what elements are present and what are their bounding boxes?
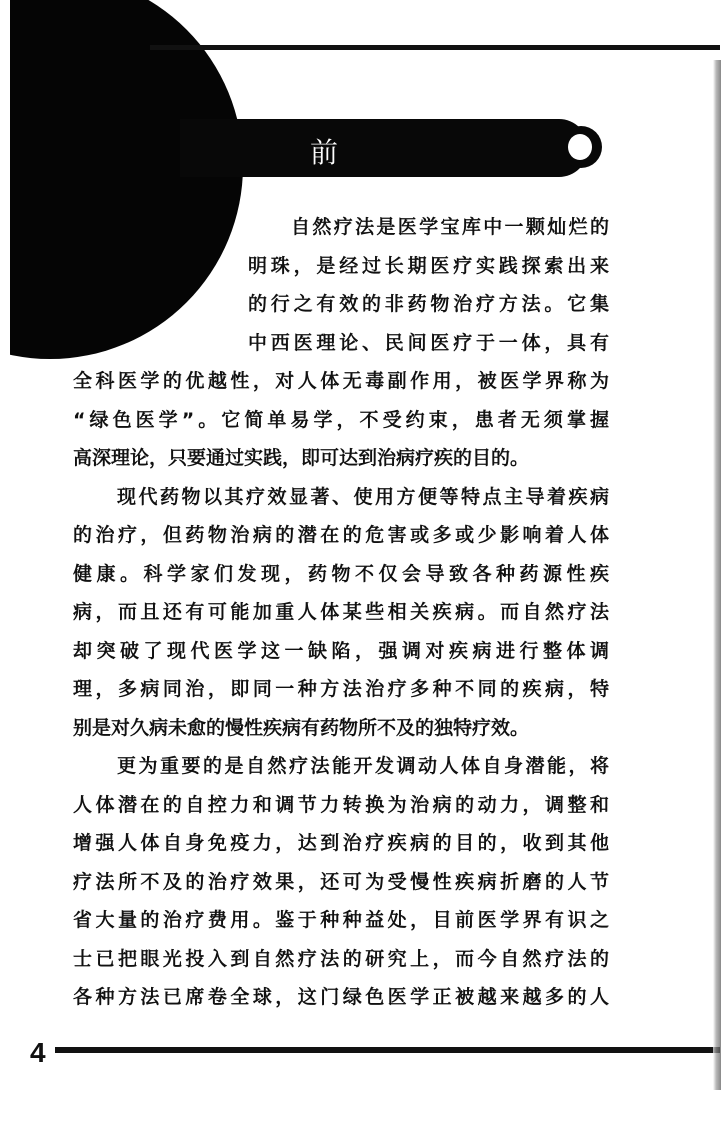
text-line: 更为重要的是自然疗法能开发调动人体自身潜能，将: [117, 755, 609, 777]
text-line: 人体潜在的自控力和调节力转换为治病的动力，调整和: [73, 793, 609, 816]
text-line: 现代药物以其疗效显著、使用方便等特点主导着疾病: [117, 485, 609, 508]
text-line: 士已把眼光投入到自然疗法的研究上，而今自然疗法的: [73, 947, 609, 970]
text-line: 高深理论，只要通过实践，即可达到治病疗疾的目的。: [73, 447, 530, 469]
text-line: 理，多病同治，即同一种方法治疗多种不同的疾病，特: [73, 678, 609, 700]
top-rule: [150, 45, 720, 50]
text-line: 增强人体自身免疫力，达到治疗疾病的目的，收到其他: [73, 832, 609, 854]
bottom-rule: [55, 1047, 720, 1053]
text-line: 的治疗，但药物治病的潜在的危害或多或少影响着人体: [73, 524, 609, 546]
text-line: 健康。科学家们发现，药物不仅会导致各种药源性疾: [73, 562, 609, 585]
text-line: 全科医学的优越性，对人体无毒副作用，被医学界称为: [73, 370, 609, 392]
text-line: 自然疗法是医学宝库中一颗灿烂的: [291, 216, 609, 238]
page-number: 4: [30, 1037, 46, 1068]
text-line: 的行之有效的非药物治疗方法。它集: [248, 293, 609, 315]
text-line: 明珠，是经过长期医疗实践探索出来: [248, 254, 609, 277]
text-line: 别是对久病未愈的慢性疾病有药物所不及的独特疗效。: [73, 716, 530, 739]
text-line: “绿色医学”。它简单易学，不受约束，患者无须掌握: [73, 408, 609, 431]
body-text: [73, 208, 609, 1017]
text-line: 中西医理论、民间医疗于一体，具有: [248, 331, 609, 354]
text-line: 却突破了现代医学这一缺陷，强调对疾病进行整体调: [73, 639, 609, 662]
scan-edge-shadow: [713, 60, 721, 1090]
text-line: 病，而且还有可能加重人体某些相关疾病。而自然疗法: [73, 601, 609, 623]
text-line: 各种方法已席卷全球，这门绿色医学正被越来越多的人: [73, 986, 609, 1008]
chapter-title: 前 言: [310, 136, 373, 209]
text-line: 疗法所不及的治疗效果，还可为受慢性疾病折磨的人节: [73, 870, 609, 893]
text-line: 省大量的治疗费用。鉴于种种益处，目前医学界有识之: [73, 909, 609, 931]
banner-dot-icon: [568, 134, 592, 160]
